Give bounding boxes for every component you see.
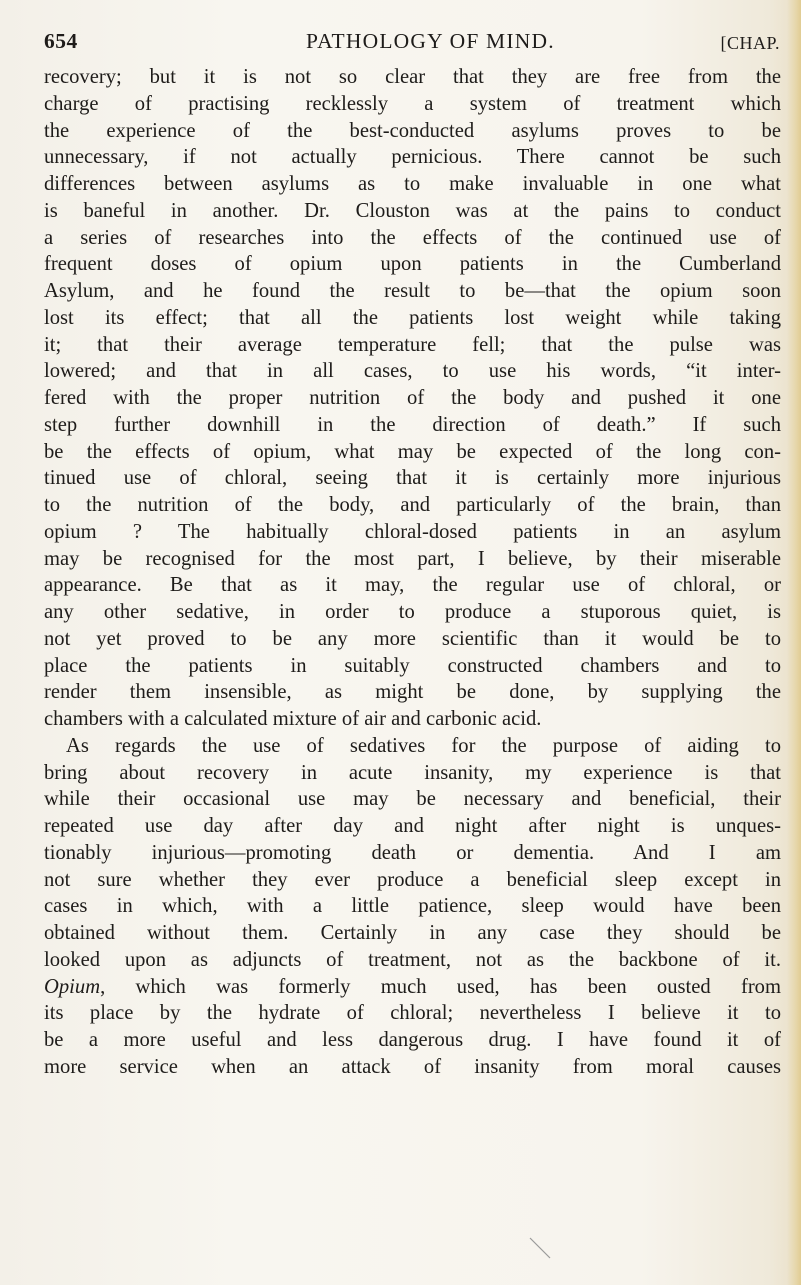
text-line: may be recognised for the most part, I believe, by their miserable [44,547,781,570]
text-line: recovery; but it is not so clear that they are free from the [44,66,781,88]
text-line: any other sedative, in order to produce a stuporous quiet, is [44,601,781,623]
text-line: place the patients in suitably constructed chambers and to [44,654,781,677]
paragraph-end-line: chambers with a calculated mixture of air and carbonic acid. [44,708,542,730]
text-line: tionably injurious—promoting death or dementia. And I am [44,841,781,864]
text-line: render them insensible, as might be done, by supplying the [44,681,781,704]
text-line: opium ? The habitually chloral-dosed patients in an asylum [44,520,781,543]
text-line: be the effects of opium, what may be expected of the long con- [44,440,781,463]
text-line: lowered; and that in all cases, to use his words, “it inter- [44,360,781,383]
text-line: repeated use day after day and night after night is unques- [44,815,781,837]
text-line: lost its effect; that all the patients lost weight while taking [44,306,781,329]
text-line: differences between asylums as to make invaluable in one what [44,173,781,195]
page-number: 654 [44,29,78,53]
text-line: is baneful in another. Dr. Clouston was at the pains to conduct [44,199,781,222]
text-line: step further downhill in the direction of death.” If such [44,413,781,436]
text-line: the experience of the best-conducted asylums proves to be [44,119,781,142]
italic-term: Opium [44,975,101,998]
running-title: PATHOLOGY OF MIND. [306,29,555,53]
text-line: more service when an attack of insanity from moral causes [44,1055,781,1078]
text-line: fered with the proper nutrition of the body and pushed it one [44,387,781,409]
page-edge-shadow [787,0,801,1285]
text-line: looked upon as adjuncts of treatment, not as the backbone of it. [44,948,781,971]
text-line: cases in which, with a little patience, sleep would have been [44,895,781,918]
text-line: a series of researches into the effects of the continued use of [44,226,781,249]
running-header [44,26,780,56]
text-line-italic-lead: Opium, which was formerly much used, has been ousted from [44,975,781,998]
text-line: its place by the hydrate of chloral; nevertheless I believe it to [44,1002,781,1025]
text-line: not yet proved to be any more scientific than it would be to [44,627,781,650]
text-line: not sure whether they ever produce a beneficial sleep except in [44,868,781,891]
chapter-marker: [CHAP. [720,33,780,53]
text-line: be a more useful and less dangerous drug. I have found it of [44,1029,781,1051]
text-line: appearance. Be that as it may, the regular use of chloral, or [44,574,781,597]
text-line: while their occasional use may be necessary and beneficial, their [44,788,781,811]
scan-mark-icon [528,1236,554,1262]
text-line: frequent doses of opium upon patients in the Cumberland [44,253,781,276]
text-line: bring about recovery in acute insanity, my experience is that [44,761,781,784]
text-line: tinued use of chloral, seeing that it is certainly more injurious [44,467,781,490]
paragraph-start-line: As regards the use of sedatives for the purpose of aiding to [66,734,781,757]
text-line: to the nutrition of the body, and particularly of the brain, than [44,494,781,516]
text-line: Asylum, and he found the result to be—that the opium soon [44,280,781,302]
text-line: unnecessary, if not actually pernicious. There cannot be such [44,146,781,169]
text-line: it; that their average temperature fell; that the pulse was [44,333,781,356]
text-line: charge of practising recklessly a system of treatment which [44,92,781,115]
text-line: obtained without them. Certainly in any case they should be [44,922,781,944]
body-text [44,64,781,1081]
